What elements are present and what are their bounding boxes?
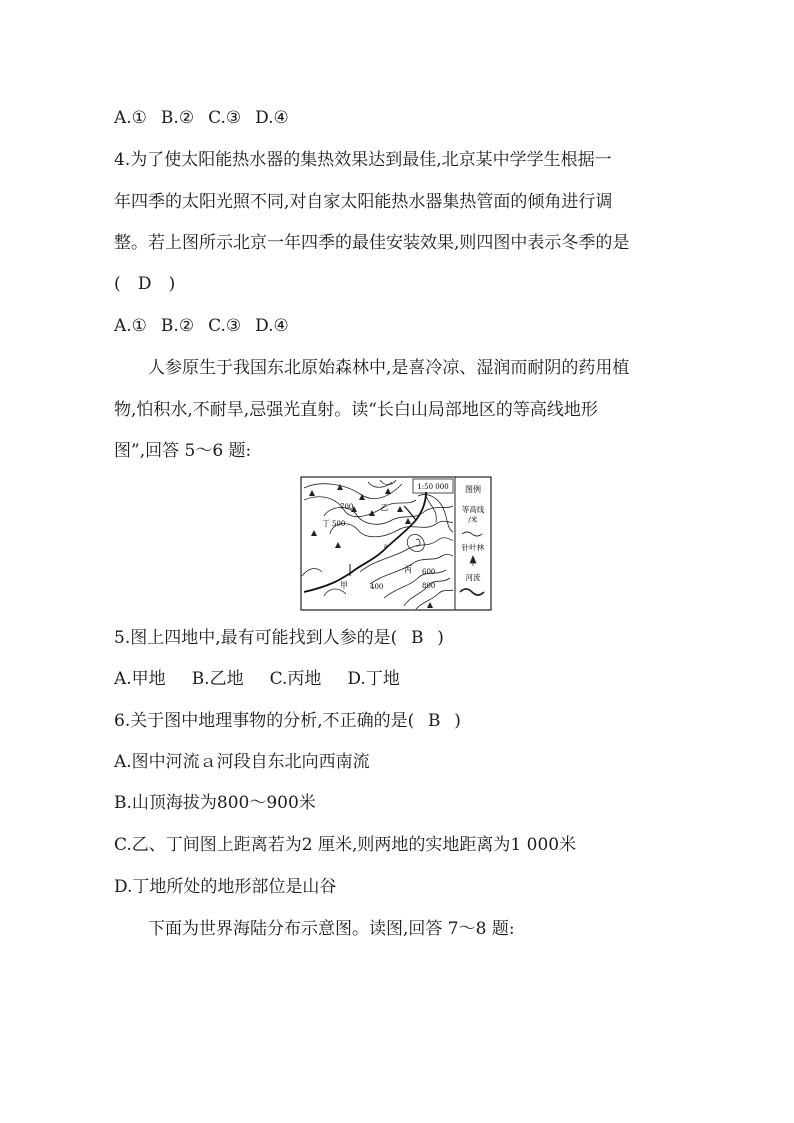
legend-contour-label: 等高线 (461, 505, 485, 514)
q6-answer: B (428, 711, 441, 731)
q3-option-a: A.① (114, 108, 147, 128)
label-700: 700 (340, 503, 354, 511)
legend-river-label: 河流 (465, 573, 481, 582)
q4-options (114, 314, 303, 338)
label-yi: 乙 (380, 503, 388, 512)
q4-option-d: D.④ (255, 316, 289, 336)
contour-map-figure (300, 476, 492, 611)
q3-option-d: D.④ (255, 108, 289, 128)
q4-answer-bracket (114, 272, 175, 296)
q6-option-a: A.图中河流ａ河段自东北向西南流 (114, 752, 370, 772)
q5-option-b: B.乙地 (191, 669, 244, 689)
q5-close: ) (437, 628, 444, 648)
q6-stem (114, 709, 461, 733)
q6-option-c: C.乙、丁间图上距离若为2 厘米,则两地的实地距离为1 000米 (114, 835, 577, 855)
q6-close: ) (454, 711, 461, 731)
label-jia: 甲 (340, 581, 348, 590)
label-a: a (384, 543, 388, 550)
legend-forest-label: 针叶林 (461, 543, 485, 552)
q6-stem-text: 6.关于图中地理事物的分析,不正确的是( (114, 711, 415, 731)
q4-option-b: B.② (160, 316, 195, 336)
label-800: 800 (422, 582, 436, 590)
q4-option-c: C.③ (208, 316, 242, 336)
q4-line-2: 年四季的太阳光照不同,对自家太阳能热水器集热管面的倾角进行调 (114, 192, 613, 212)
q4-line-3: 整。若上图所示北京一年四季的最佳安装效果,则四图中表示冬季的是 (114, 233, 630, 253)
label-bing: 丙 (404, 565, 412, 574)
q4-option-a: A.① (114, 316, 147, 336)
map-scale: 1:50 000 (417, 483, 449, 491)
intro1-line-1: 人参原生于我国东北原始森林中,是喜冷凉、湿润而耐阴的药用植 (148, 358, 630, 378)
intro2: 下面为世界海陆分布示意图。读图,回答 7～8 题: (148, 919, 515, 939)
label-400: 400 (370, 583, 384, 591)
q4-bracket-close: ) (168, 274, 176, 294)
intro1-line-3: 图”,回答 5～6 题: (114, 441, 252, 461)
q5-option-d: D.丁地 (347, 669, 400, 689)
q5-stem (114, 626, 444, 650)
q5-option-c: C.丙地 (269, 669, 322, 689)
q5-option-a: A.甲地 (114, 669, 166, 689)
label-600: 600 (422, 568, 436, 576)
q3-options (114, 106, 303, 130)
legend-contour-unit: /米 (468, 516, 478, 524)
q6-option-b: B.山顶海拔为800～900米 (114, 793, 316, 813)
legend-title: 图例 (465, 485, 481, 494)
q5-answer: B (411, 628, 424, 648)
label-500: 500 (332, 520, 346, 528)
q4-line-1: 4.为了使太阳能热水器的集热效果达到最佳,北京某中学学生根据一 (114, 150, 612, 170)
q4-bracket-open: ( (114, 274, 121, 294)
q3-option-c: C.③ (208, 108, 242, 128)
q6-option-d: D.丁地所处的地形部位是山谷 (114, 877, 337, 897)
q5-stem-text: 5.图上四地中,最有可能找到人参的是( (114, 628, 398, 648)
contour-map (300, 476, 492, 611)
q3-option-b: B.② (160, 108, 195, 128)
label-ding: 丁 (322, 519, 330, 528)
q4-answer: D (137, 274, 152, 294)
q5-options (114, 667, 426, 691)
intro1-line-2: 物,怕积水,不耐旱,忌强光直射。读“长白山局部地区的等高线地形 (114, 400, 598, 420)
